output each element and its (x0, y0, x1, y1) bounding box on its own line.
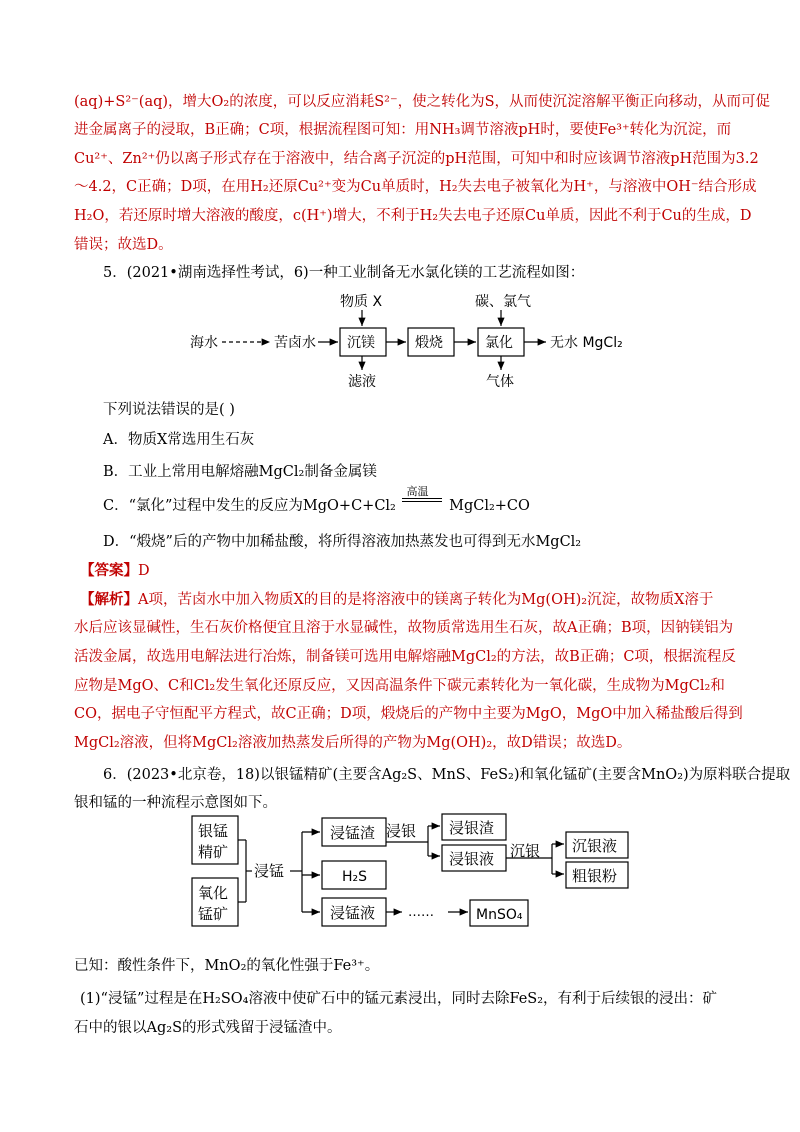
q6-part1-line-1: (1)“浸锰”过程是在H₂SO₄溶液中使矿石中的锰元素浸出，同时去除FeS₂，有利于后续银的浸出：矿 (80, 991, 718, 1007)
q5-option-b: B．工业上常用电解熔融MgCl₂制备金属镁 (103, 464, 377, 480)
answer-label: 【答案】 (80, 562, 138, 579)
q6-ore2-line2: 锰矿 (198, 905, 229, 923)
q5-analysis-line-2: 水后应该显碱性，生石灰价格便宜且溶于水显碱性，故物质常选用生石灰，故A正确；B项，因钠镁铝为 (74, 620, 734, 636)
q6-ore1-line2: 精矿 (198, 843, 229, 861)
q5-node-brine: 苦卤水 (274, 335, 316, 351)
q5-option-d: D．“煅烧”后的产物中加稀盐酸，将所得溶液加热蒸发也可得到无水MgCl₂ (103, 534, 582, 550)
q6-process-flow-diagram (190, 812, 650, 932)
q6-node-silver-solution: 浸银液 (449, 850, 495, 868)
q6-step-precipitate-silver: 沉银 (510, 842, 541, 860)
q5-input-x: 物质 X (340, 294, 383, 310)
q5-analysis-line-4: 应物是MgO、C和Cl₂发生氧化还原反应，又因高温条件下碳元素转化为一氧化碳，生成物为MgCl₂和 (74, 678, 725, 694)
q5-node-calcine: 煅烧 (415, 335, 443, 351)
q6-ore2-line1: 氧化 (198, 884, 229, 902)
q5-stem: 5．(2021•湖南选择性考试，6)一种工业制备无水氯化镁的工艺流程如图： (103, 265, 585, 281)
q4-analysis-line-1: (aq)+S²⁻(aq)，增大O₂的浓度，可以反应消耗S²⁻，使之转化为S，从而使沉淀溶解平衡正向移动，从而可促 (74, 94, 771, 110)
q5-option-c-reactants: C．“氯化”过程中发生的反应为MgO+C+Cl₂ (103, 498, 396, 514)
q6-ellipsis: …… (408, 905, 434, 920)
q5-process-flow-diagram (190, 290, 640, 390)
q4-analysis-line-6: 错误；故选D。 (74, 237, 173, 253)
q5-input-carbon-chlorine: 碳、氯气 (475, 294, 531, 310)
q5-output-gas: 气体 (486, 374, 514, 390)
q6-part1-line-2: 石中的银以Ag₂S的形式残留于浸锰渣中。 (74, 1020, 342, 1036)
q6-node-h2s: H₂S (342, 869, 368, 885)
q4-analysis-line-2: 进金属离子的浸取，B正确；C项，根据流程图可知：用NH₃调节溶液pH时，要使Fe³⁺转化为沉淀，而 (74, 122, 732, 138)
q5-node-precipitate: 沉镁 (347, 335, 375, 351)
q6-stem-line-1: 6．(2023•北京卷，18)以银锰精矿(主要含Ag₂S、MnS、FeS₂)和氧化锰矿(主要含MnO₂)为原料联合提取 (103, 767, 791, 783)
q4-analysis-line-5: H₂O，若还原时增大溶液的酸度，c(H⁺)增大，不利于H₂失去电子还原Cu单质，因此不利于Cu的生成，D (74, 208, 752, 224)
q5-analysis-line-1: 【解析】A项，苦卤水中加入物质X的目的是将溶液中的镁离子转化为Mg(OH)₂沉淀，故物质X溶于 (80, 591, 714, 608)
q5-option-c (103, 485, 530, 516)
q5-answer (80, 561, 150, 581)
q6-node-manganese-solution: 浸锰液 (330, 904, 376, 922)
analysis-label: 【解析】 (80, 591, 138, 608)
q6-step-leach-manganese: 浸锰 (254, 862, 285, 880)
q5-analysis-line-3: 活泼金属，故选用电解法进行冶炼，制备镁可选用电解熔融MgCl₂的方法，故B正确；C项，根据流程反 (74, 649, 736, 665)
q5-output-filtrate: 滤液 (348, 374, 376, 390)
q5-option-a: A．物质X常选用生石灰 (103, 432, 255, 448)
q4-analysis-line-4: ～4.2，C正确；D项，在用H₂还原Cu²⁺变为Cu单质时，H₂失去电子被氧化为H⁺，与溶液中OH⁻结合形成 (74, 179, 757, 195)
q5-analysis-line-6: MgCl₂溶液，但将MgCl₂溶液加热蒸发后所得的产物为Mg(OH)₂，故D错误；故选D。 (74, 735, 632, 751)
q5-node-chlorinate: 氯化 (485, 335, 513, 351)
q5-question: 下列说法错误的是( ) (103, 402, 235, 418)
q4-analysis-line-3: Cu²⁺、Zn²⁺仍以离子形式存在于溶液中，结合离子沉淀的pH范围，可知中和时应该调节溶液pH范围为3.2 (74, 151, 759, 167)
q5-node-seawater: 海水 (190, 335, 218, 351)
answer-value: D (138, 563, 150, 579)
q6-node-manganese-residue: 浸锰渣 (330, 824, 376, 842)
q5-option-c-condition: 高温 (406, 485, 429, 498)
q5-option-c-condition-arrow (400, 485, 444, 516)
q6-stem-line-2: 银和锰的一种流程示意图如下。 (74, 795, 277, 811)
q6-node-crude-silver: 粗银粉 (572, 867, 618, 885)
q6-ore1-line1: 银锰 (198, 822, 229, 840)
q6-node-silver-residue: 浸银渣 (449, 819, 495, 837)
q6-known-condition: 已知：酸性条件下，MnO₂的氧化性强于Fe³⁺。 (74, 958, 380, 974)
q5-analysis-line-5: CO，据电子守恒配平方程式，故C正确；D项，煅烧后的产物中主要为MgO，MgO中加入稀盐酸后得到 (74, 706, 743, 722)
q6-node-mnso4: MnSO₄ (476, 907, 523, 923)
q5-option-c-products: MgCl₂+CO (449, 498, 530, 514)
q6-step-leach-silver: 浸银 (386, 822, 417, 840)
q5-node-product: 无水 MgCl₂ (550, 335, 623, 351)
q6-node-precipitated-solution: 沉银液 (572, 837, 618, 855)
